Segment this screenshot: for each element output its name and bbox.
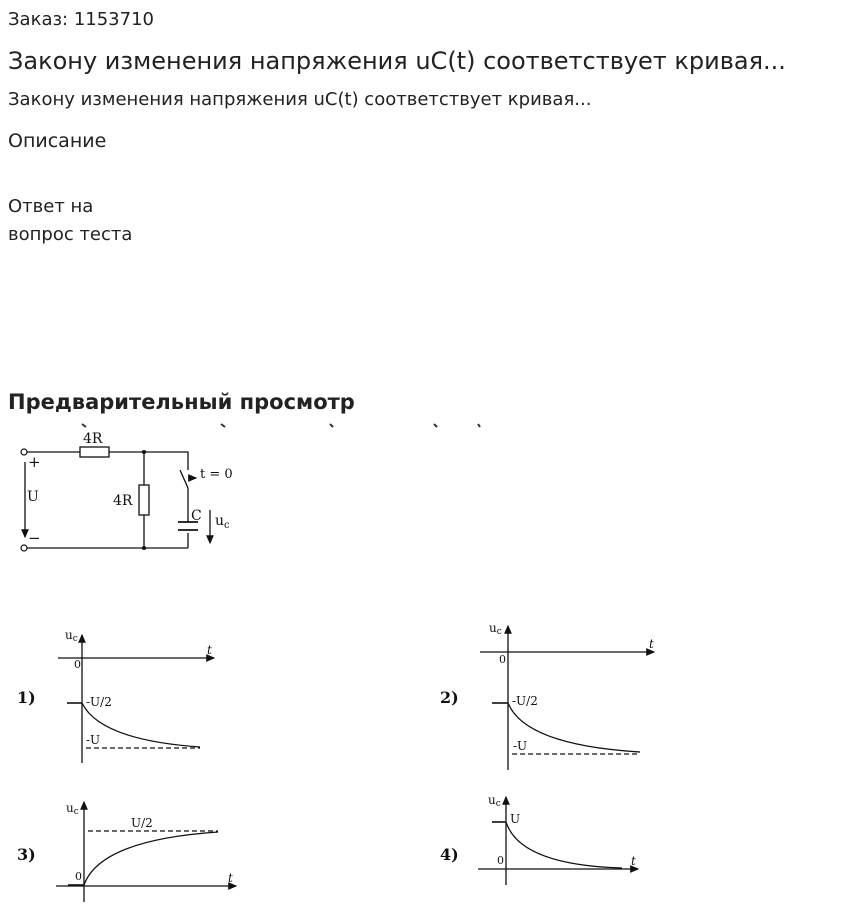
graph-1 xyxy=(17,628,214,763)
description-heading: Описание xyxy=(8,130,107,152)
graph-4 xyxy=(440,793,638,885)
curve xyxy=(84,832,218,885)
label-r-mid: 4R xyxy=(113,493,133,509)
asymptote-label: -U xyxy=(86,733,101,747)
label-plus: + xyxy=(28,453,41,471)
label-minus: − xyxy=(28,529,41,547)
answer-line-2: вопрос теста xyxy=(8,224,133,245)
origin-label: 0 xyxy=(497,854,504,867)
switch-icon xyxy=(180,470,196,488)
y-axis-label: uc xyxy=(489,621,502,637)
preview-heading: Предварительный просмотр xyxy=(8,390,355,414)
start-label: U xyxy=(510,812,521,826)
label-uc: $u_c$ xyxy=(215,513,230,531)
order-number: Заказ: 1153710 xyxy=(8,9,154,30)
circuit-diagram xyxy=(21,431,233,551)
label-switch: t = 0 xyxy=(200,467,233,482)
t-axis-label: t xyxy=(631,854,636,868)
answer-line-1: Ответ на xyxy=(8,196,94,217)
curve xyxy=(508,703,640,752)
resistor-top xyxy=(80,447,109,457)
start-label: -U/2 xyxy=(86,695,112,709)
graph-number: 2) xyxy=(440,688,459,707)
y-axis-label: uc xyxy=(66,801,79,817)
asymptote-label: -U xyxy=(513,739,528,753)
t-axis-label: t xyxy=(649,637,654,651)
asymptote-label: U/2 xyxy=(131,816,153,830)
question-text: Закону изменения напряжения uC(t) соответствует кривая... xyxy=(8,89,592,110)
y-axis-label: uc xyxy=(65,628,78,644)
start-label: -U/2 xyxy=(512,694,538,708)
origin-label: 0 xyxy=(75,870,82,883)
page-title: Закону изменения напряжения uC(t) соответствует кривая... xyxy=(8,47,786,75)
label-source: U xyxy=(27,489,39,505)
terminal-top xyxy=(21,449,27,455)
origin-label: 0 xyxy=(74,658,81,671)
terminal-bottom xyxy=(21,545,27,551)
graph-3 xyxy=(17,801,236,902)
graph-2 xyxy=(440,621,654,770)
graph-number: 1) xyxy=(17,688,36,707)
t-axis-label: t xyxy=(228,871,233,885)
origin-label: 0 xyxy=(499,653,506,666)
graph-number: 4) xyxy=(440,845,459,864)
label-capacitor: C xyxy=(191,508,202,524)
cropped-text-fragments xyxy=(82,424,480,427)
label-r-top: 4R xyxy=(83,431,103,447)
y-axis-label: uc xyxy=(488,793,501,809)
resistor-middle xyxy=(139,485,149,515)
curve xyxy=(506,822,622,868)
t-axis-label: t xyxy=(207,643,212,657)
graph-number: 3) xyxy=(17,845,36,864)
